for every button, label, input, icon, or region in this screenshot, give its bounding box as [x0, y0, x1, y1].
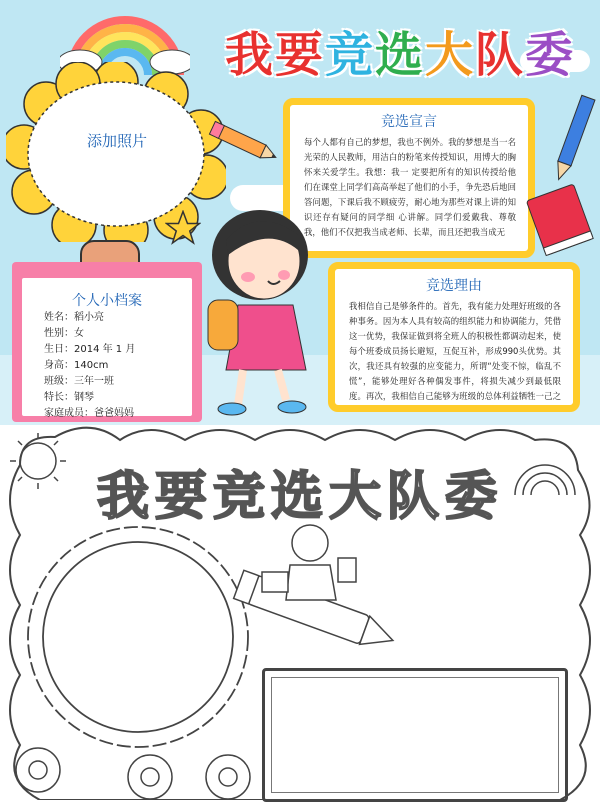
- star-icon: [165, 210, 201, 246]
- profile-row: 性别：女: [44, 328, 84, 339]
- profile-row: 姓名：稻小亮: [44, 312, 104, 323]
- profile-row: 班级：三年一班: [44, 376, 114, 387]
- title-char: 队: [475, 26, 526, 83]
- title-char: 大: [425, 26, 476, 83]
- blue-pencil-icon: [548, 90, 598, 190]
- reason-text: 我相信自己是够条件的。首先，我有能力处理好班级的各种事务。因为本人具有较高的组织能力和协调能力，凭借这一优势，我保证做到将全班人的积极性都调动起来，使每个班委成员扬长避短，互促互补，形成990头优势。其次，我还具有较强的应变能力，所谓“处变不惊，临乱不慌”，能够处理好各种偶发事件，将损失减少到最低限度。再次，我相信自己能够为班级的总体利益牺牲一己之私。: [349, 301, 561, 412]
- reason-panel: [328, 262, 580, 412]
- page-title: [205, 10, 595, 90]
- profile-row: 生日：2014 年 1 月: [44, 344, 136, 355]
- profile-title: 个人小档案: [72, 293, 142, 309]
- profile-row: 特长：钢琴: [44, 392, 94, 403]
- title-char: 我: [224, 26, 275, 83]
- girl-illustration: [198, 195, 323, 423]
- writing-box[interactable]: [262, 668, 568, 802]
- declaration-text: 每个人都有自己的梦想，我也不例外。我的梦想是当一名光荣的人民教师，用洁白的粉笔来传授知识，用博大的胸怀来关爱学生。我想：我一 定要把所有的知识传授给他们在课堂上同学们高高举起了他们的小手，争先恐后地回答问题，下课后我不顾疲劳，耐心地为那些对课上讲的知识还存有疑问的同学细 心讲解。同学们爱戴我、尊敬我，他们不仅把我当成老师、长辈，而且还把我当成无: [304, 137, 516, 237]
- title-char: 竞: [324, 26, 375, 83]
- reason-title: 竞选理由: [426, 278, 482, 294]
- profile-row: 身高：140cm: [44, 360, 109, 371]
- title-char: 委: [525, 26, 576, 83]
- book-icon: [525, 180, 600, 260]
- outline-title: 我要竞选大队委: [96, 466, 503, 527]
- photo-placeholder-label[interactable]: 添加照片: [86, 132, 147, 150]
- pencil-icon: [205, 118, 285, 168]
- profile-rows: [22, 310, 192, 422]
- profile-card: [12, 262, 202, 422]
- title-char: 要: [274, 26, 325, 83]
- declaration-title: 竞选宣言: [381, 114, 437, 130]
- title-char: 选: [374, 26, 425, 83]
- profile-row: 家庭成员：爸爸妈妈: [44, 408, 134, 419]
